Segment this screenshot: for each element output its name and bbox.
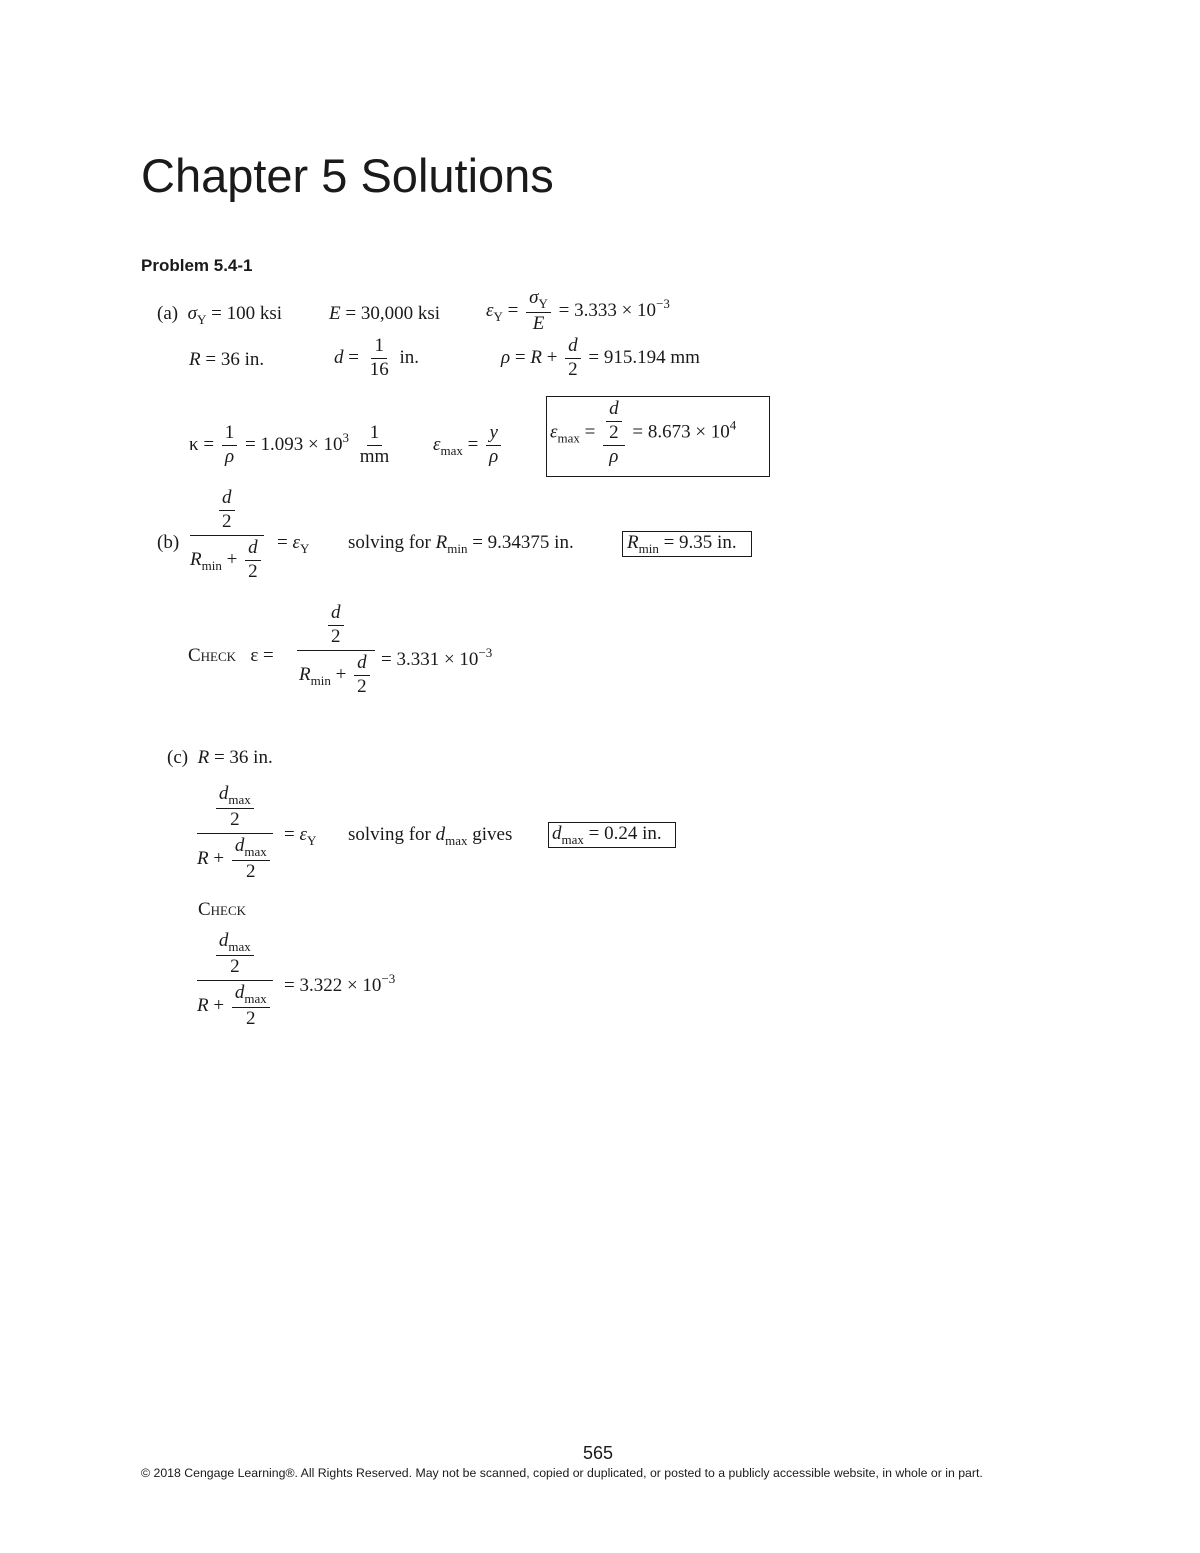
dmax-result: $d_{max} = 0.24$ in.: [552, 823, 662, 847]
part-a-label: (a): [157, 303, 179, 324]
part-b-check: Check ε =: [188, 645, 274, 666]
part-c-solving: solving for $d_{max}$ gives: [348, 824, 513, 848]
yield-strain: $\varepsilon_Y$ = $\frac{\sigma_Y}{E}$ = $3.333 \times 10^{-3}$: [486, 287, 670, 335]
part-b-check-fraction: $\frac{d}{2}$ $R_{min}$ + $\frac{d}{2}$: [297, 603, 375, 698]
part-c-check-result: = $3.322 \times 10^{-3}$: [284, 971, 396, 996]
max-strain-definition: $\varepsilon_{max}$ = $\frac{y}{\rho}$: [433, 423, 504, 468]
part-c-check-label: Check: [198, 899, 247, 920]
yield-strain-value: = 3.333 × 10: [558, 299, 657, 321]
part-c-fraction: $\frac{d_{max}}{2}$ R + $\frac{d_{max}}{2}$: [197, 784, 273, 883]
curvature-equation: κ = $\frac{1}{\rho}$ = $1.093 \times 10^3$ $\frac{1}{mm}$: [189, 422, 390, 467]
diameter-d: d = $\frac{1}{16}$ in.: [334, 335, 419, 380]
rho-equation: ρ = R + $\frac{d}{2}$ = 915.194 mm: [501, 335, 700, 380]
radius-r: R = 36 in.: [189, 349, 265, 370]
page-title: Chapter 5 Solutions: [141, 149, 554, 202]
part-b-equals: = $\varepsilon_Y$: [277, 532, 310, 556]
problem-heading: Problem 5.4-1: [141, 256, 253, 275]
max-strain-result: $\varepsilon_{max}$ = $\frac{\frac{d}{2}}{\rho}$ = $8.673 \times 10^4$: [550, 398, 737, 467]
modulus-e: E = 30,000 ksi: [329, 303, 440, 324]
copyright-footer: © 2018 Cengage Learning®. All Rights Reserved. May not be scanned, copied or duplicated, or posted to a publicly accessible website, in whole or in part.: [141, 1466, 983, 1480]
part-b-check-result: = $3.331 \times 10^{-3}$: [381, 645, 493, 670]
part-a-line1: (a) $\sigma_Y = 100$ ksi: [157, 303, 282, 327]
modulus-value: = 30,000 ksi: [345, 303, 440, 324]
part-c-equals: = $\varepsilon_Y$: [284, 824, 317, 848]
page-number: 565: [583, 1443, 614, 1463]
part-c-header: (c) R = 36 in.: [167, 747, 273, 768]
part-c-check-fraction: $\frac{d_{max}}{2}$ R + $\frac{d_{max}}{2}$: [197, 931, 273, 1030]
part-b-fraction: $\frac{d}{2}$ $R_{min}$ + $\frac{d}{2}$: [190, 488, 264, 583]
rmin-result: $R_{min} = 9.35$ in.: [627, 532, 737, 556]
sigma-y-value: = 100 ksi: [211, 303, 282, 324]
part-b-label: (b): [157, 532, 180, 553]
part-b-solving: solving for $R_{min} = 9.34375$ in.: [348, 532, 574, 556]
